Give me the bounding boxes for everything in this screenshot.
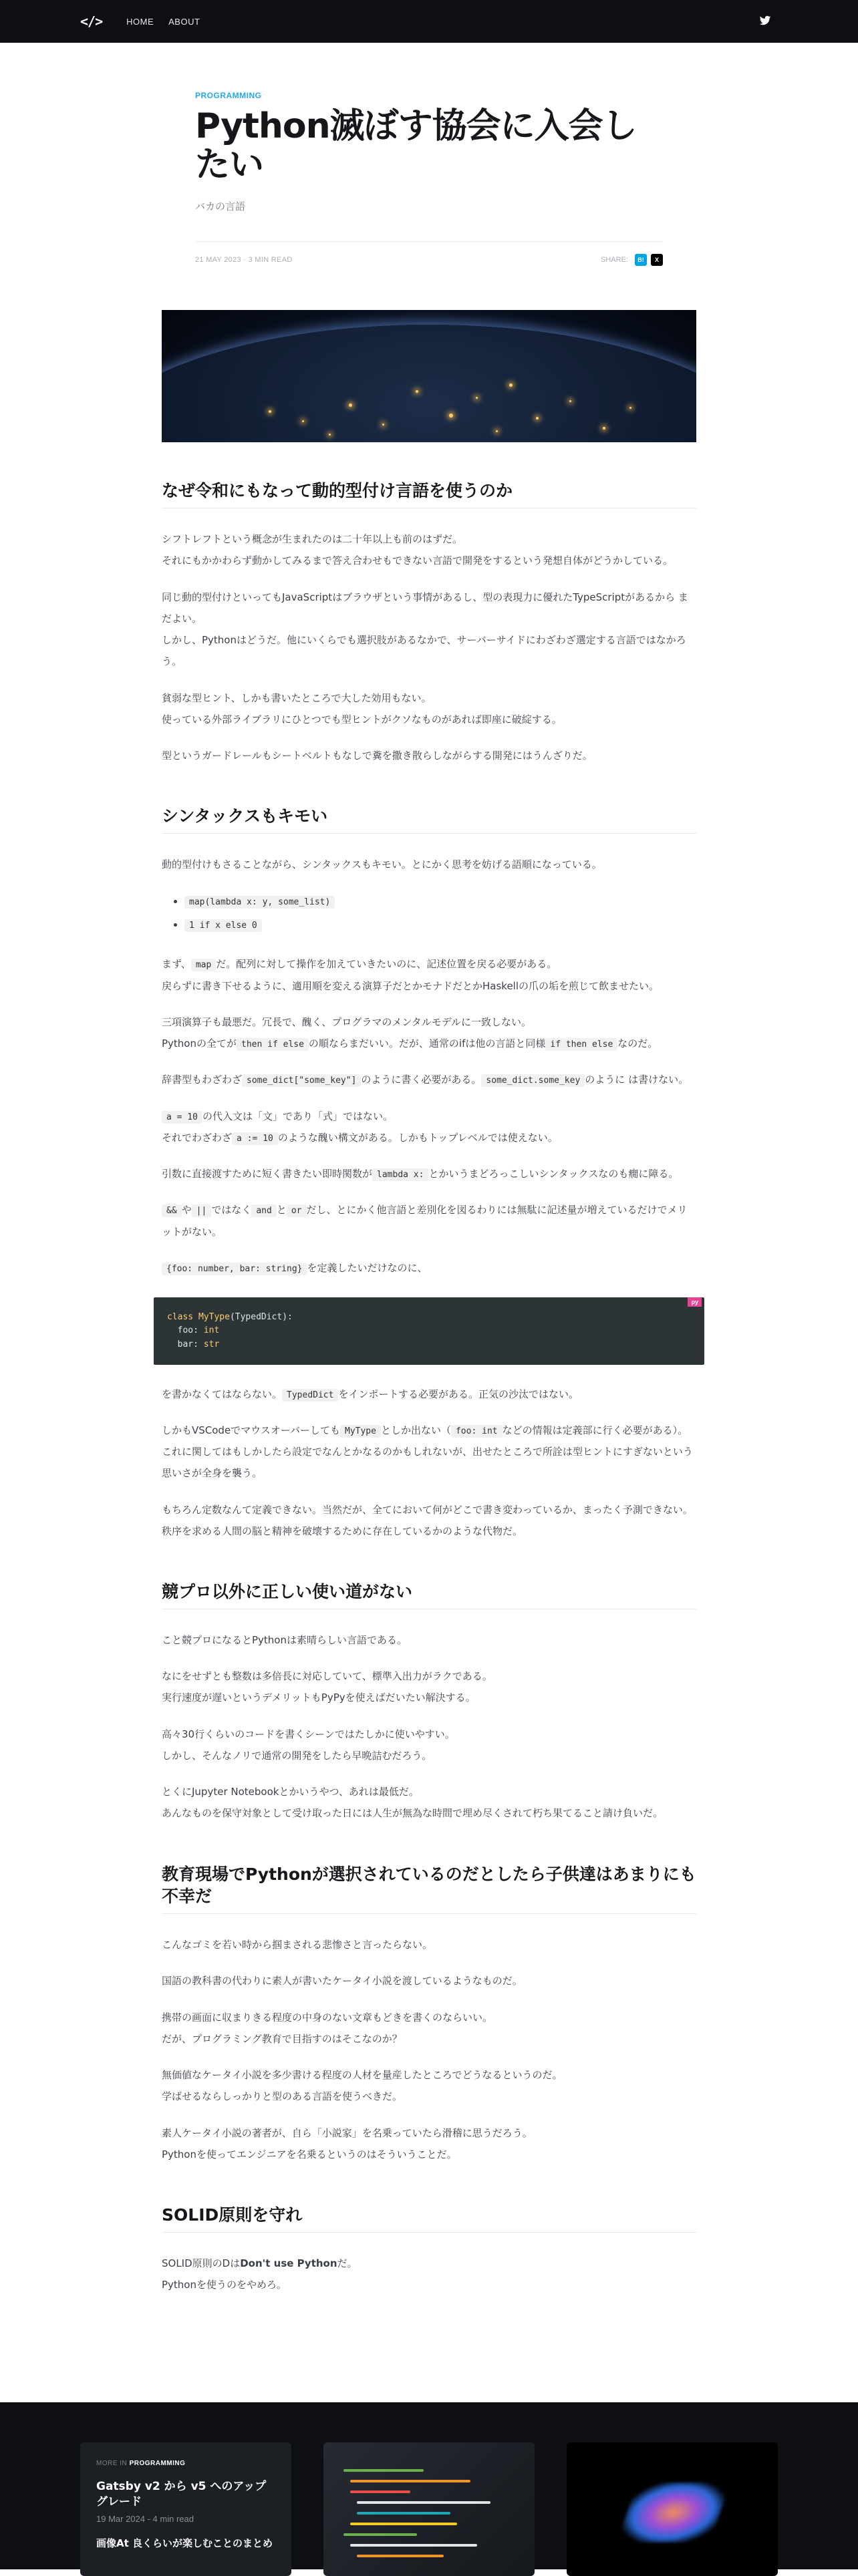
post-header — [195, 91, 663, 266]
bold-text: Don't use Python — [240, 2257, 337, 2269]
inline-code: {foo: number, bar: string} — [162, 1263, 307, 1275]
inline-code: foo: int — [451, 1425, 503, 1438]
text: 学ばせるならしっかりと型のある言語を使うべきだ。 — [162, 2090, 403, 2103]
more-in-label — [96, 2460, 275, 2467]
inline-code: or — [287, 1204, 307, 1217]
paragraph: 国語の教科書の代わりに素人が書いたケータイ小説を渡しているようなものだ。 — [162, 1975, 523, 1987]
text: だが、プログラミング教育で目指すのはそこなのか？ — [162, 2032, 402, 2045]
paragraph: もちろん定数なんて定義できない。当然だが、全てにおいて何がどこで書き変わっているか、まったく予測できない。秩序を求める人間の脳と精神を破壊するために存在しているかのような代物だ。 — [162, 1503, 693, 1537]
text: それにもかかわらず動かしてみるまで答え合わせもできない言語で開発をするという発想自体がどうかしている。 — [162, 554, 674, 567]
code-text-part: foo: — [167, 1325, 204, 1336]
text: SOLID原則のDは — [162, 2257, 241, 2269]
paragraph — [162, 1257, 696, 1279]
code-keyword: class — [167, 1312, 194, 1323]
paragraph — [162, 687, 696, 731]
paragraph — [162, 2007, 696, 2050]
code-line-decoration — [357, 2555, 444, 2557]
related-post-image-laptop[interactable] — [567, 2442, 778, 2576]
text: とかいうまどろっこしいシンタックスなのも癇に障る。 — [428, 1168, 679, 1180]
text: 辞書型もわざわざ — [162, 1074, 243, 1086]
text: それでわざわざ — [162, 1131, 233, 1144]
post-meta-row — [195, 241, 663, 266]
text: なにをせずとも整数は多倍長に対応していて、標準入出力がラクである。 — [162, 1670, 492, 1683]
x-share-icon[interactable]: X — [651, 254, 663, 266]
text: だ。 — [337, 2257, 358, 2269]
share-bar — [601, 254, 663, 266]
code-text-part: (TypedDict): — [229, 1312, 293, 1323]
text: しかし、そんなノリで通常の開発をしたら早晩詰むだろう。 — [162, 1749, 432, 1762]
inline-code: 1 if x else 0 — [184, 919, 262, 932]
post-subtitle: バカの言語 — [195, 200, 246, 213]
inline-code: TypedDict — [282, 1389, 338, 1402]
text: 戻らずに書き下せるように、適用順を変える演算子だとかモナドだとかHaskellの爪の垢を煎じて飲ませたい。 — [162, 979, 660, 992]
language-badge: py — [688, 1297, 702, 1307]
text: Pythonを使うのをやめろ。 — [162, 2279, 287, 2291]
text: 高々30行くらいのコードを書くシーンではたしかに使いやすい。 — [162, 1728, 455, 1740]
hatena-bookmark-icon[interactable]: B! — [635, 254, 647, 266]
post-content — [162, 480, 696, 2295]
text: や — [181, 1204, 192, 1217]
text: あんなものを保守対象として受け取った日には人生が無為な時間で埋め尽くされて朽ち果てること請け負いだ。 — [162, 1807, 664, 1820]
heading-syntax: シンタックスもキモい — [162, 805, 696, 834]
paragraph — [162, 1724, 696, 1767]
paragraph — [162, 1384, 696, 1405]
footer-related — [0, 2402, 858, 2569]
related-post-title[interactable]: Gatsby v2 から v5 へのアップグレード — [96, 2480, 267, 2509]
text: 同じ動的型付けといってもJavaScriptはブラウザという事情があるし、型の表現力に優れたTypeScriptがあるから まだよい。 — [162, 591, 688, 625]
inline-code: || — [192, 1204, 212, 1217]
inline-code: if then else — [545, 1038, 617, 1051]
hero-image — [162, 310, 696, 442]
inline-code: && — [162, 1204, 182, 1217]
related-cards — [80, 2442, 778, 2576]
paragraph: 動的型付けもさることながら、シンタックスもキモい。とにかく思考を妨げる語順になっている。 — [162, 858, 602, 871]
text: MORE IN — [96, 2460, 128, 2468]
paragraph — [162, 528, 696, 572]
text: の代入文は「文」であり「式」ではない。 — [202, 1110, 393, 1122]
twitter-icon[interactable] — [759, 15, 771, 27]
paragraph — [162, 2064, 696, 2108]
paragraph — [162, 1420, 696, 1484]
paragraph — [162, 2253, 696, 2296]
text: これに関してはもしかしたら設定でなんとかなるのかもしれないが、出せたところで所詮は型ヒントにすぎないという思いさが全身を襲う。 — [162, 1446, 693, 1480]
more-in-card[interactable] — [80, 2442, 291, 2576]
code-line-decoration — [343, 2469, 424, 2472]
text: をインポートする必要がある。正気の沙汰ではない。 — [338, 1388, 579, 1400]
inline-code: a := 10 — [232, 1132, 278, 1145]
more-in-tag[interactable]: PROGRAMMING — [129, 2460, 186, 2468]
paragraph — [162, 1163, 696, 1184]
text: 素人ケータイ小説の著者が、自ら「小説家」を名乗っていたら滑稽に思うだろう。 — [162, 2126, 533, 2139]
paragraph — [162, 2122, 696, 2166]
paragraph: 型というガードレールもシートベルトもなしで糞を撒き散らしながらする開発にはうんざりだ。 — [162, 750, 593, 762]
paragraph — [162, 1781, 696, 1824]
top-nav — [0, 0, 858, 43]
text: 三項演算子も最悪だ。冗長で、醜く、プログラマのメンタルモデルに一致しない。 — [162, 1015, 532, 1028]
paragraph: こと競プロになるとPythonは素晴らしい言語である。 — [162, 1633, 407, 1646]
inline-code: a = 10 — [162, 1111, 202, 1124]
inline-code: map — [191, 959, 216, 971]
text: だ。配列に対して操作を加えていきたいのに、記述位置を戻る必要がある。 — [216, 958, 557, 971]
text: Pythonの全てが — [162, 1037, 237, 1050]
text: 携帯の画面に収まりきる程度の中身のない文章もどきを書くのならいい。 — [162, 2011, 493, 2024]
related-post-title[interactable]: 画像At 良くらいが楽しむことのまとめ — [96, 2537, 273, 2550]
inline-code: MyType — [340, 1425, 381, 1438]
text: ではなく — [211, 1204, 252, 1217]
related-post-date: 19 Mar 2024 - 4 min read — [96, 2514, 194, 2525]
heading-solid: SOLID原則を守れ — [162, 2204, 696, 2233]
code-line-decoration — [357, 2512, 450, 2515]
nav-home-link[interactable]: HOME — [126, 16, 154, 27]
text: 無価値なケータイ小説を多少書ける程度の人材を量産したところでどうなるというのだ。 — [162, 2069, 563, 2082]
code-type: str — [203, 1339, 220, 1349]
code-line-decoration — [350, 2523, 457, 2525]
site-logo[interactable]: </> — [80, 13, 103, 29]
text: とくにJupyter Notebookとかいうやつ、あれは最低だ。 — [162, 1786, 419, 1798]
code-block — [154, 1297, 704, 1364]
text: の順ならまだいい。だが、通常のifは他の言語と同様 — [308, 1037, 546, 1050]
syntax-list — [184, 890, 696, 936]
text: としか出ない（ — [380, 1424, 451, 1436]
share-label: SHARE: — [601, 256, 628, 265]
paragraph — [162, 1199, 696, 1243]
post-tag[interactable]: PROGRAMMING — [195, 91, 262, 100]
code-line-decoration — [350, 2544, 477, 2547]
text: 使っている外部ライブラリにひとつでも型ヒントがクソなものがあれば即座に破綻する。 — [162, 713, 562, 726]
text: まず、 — [162, 958, 191, 971]
text: などの情報は定義部に行く必要がある）。 — [502, 1424, 688, 1436]
related-post-image-code[interactable] — [323, 2442, 535, 2576]
text: Pythonを使ってエンジニアを名乗るというのはそういうことだ。 — [162, 2148, 457, 2160]
post-meta: 21 MAY 2023 · 3 MIN READ — [195, 256, 293, 265]
paragraph: こんなゴミを若い時から掴まされる悲惨さと言ったらない。 — [162, 1939, 433, 1951]
text: を定義したいだけなのに、 — [307, 1261, 428, 1274]
code-line-decoration — [343, 2533, 417, 2536]
heading-education: 教育現場でPythonが選択されているのだとしたら子供達はあまりにも不幸だ — [162, 1863, 696, 1915]
earth-at-night-image — [162, 325, 696, 442]
inline-code: some_dict.some_key — [481, 1074, 585, 1087]
text: 実行速度が遅いというデメリットもPyPyを使えばだいたい解決する。 — [162, 1692, 476, 1704]
text: を書かなくてはならない。 — [162, 1388, 283, 1400]
text: しかし、Pythonはどうだ。他にいくらでも選択肢があるなかで、サーバーサイドにわざわざ選定する言語ではなかろう。 — [162, 634, 686, 668]
text: のような醜い構文がある。しかもトップレベルでは使えない。 — [277, 1131, 558, 1144]
text: 引数に直接渡すために短く書きたい即時関数が — [162, 1168, 373, 1180]
paragraph — [162, 1106, 696, 1149]
text: 貧弱な型ヒント、しかも書いたところで大した効用もない。 — [162, 691, 432, 704]
text: なのだ。 — [617, 1037, 658, 1050]
code-type: int — [203, 1325, 220, 1336]
inline-code: some_dict["some_key"] — [242, 1074, 361, 1087]
heading-competitive: 競プロ以外に正しい使い道がない — [162, 1581, 696, 1609]
inline-code: and — [251, 1204, 276, 1217]
list-item — [184, 890, 696, 913]
code-line-decoration — [357, 2501, 490, 2504]
inline-code: map(lambda x: y, some_list) — [184, 896, 335, 909]
code-class-name: MyType — [198, 1312, 230, 1323]
inline-code: lambda x: — [372, 1168, 428, 1181]
paragraph — [162, 1665, 696, 1709]
laptop-glow-image — [616, 2482, 732, 2543]
text: だし、とにかく他言語と差別化を図るわりには無駄に記述量が増えているだけでメリットがない。 — [162, 1204, 688, 1238]
paragraph — [162, 587, 696, 673]
code-text-part: bar: — [167, 1339, 204, 1349]
text: のように書く必要がある。 — [361, 1074, 482, 1086]
text: のように は書けない。 — [585, 1074, 689, 1086]
paragraph — [162, 953, 696, 997]
code-text[interactable] — [167, 1311, 691, 1351]
list-item — [184, 913, 696, 937]
code-line-decoration — [350, 2490, 410, 2493]
text: シフトレフトという概念が生まれたのは二十年以上も前のはずだ。 — [162, 533, 463, 546]
post-title: Python滅ぼす協会に入会したい — [195, 106, 637, 186]
text: しかもVSCodeでマウスオーバーしても — [162, 1424, 340, 1436]
paragraph — [162, 1069, 696, 1090]
code-line-decoration — [350, 2480, 470, 2482]
nav-about-link[interactable]: ABOUT — [168, 16, 200, 27]
text: と — [276, 1204, 287, 1217]
inline-code: then if else — [237, 1038, 309, 1051]
paragraph — [162, 1011, 696, 1055]
heading-why-dynamic: なぜ令和にもなって動的型付け言語を使うのか — [162, 480, 696, 508]
